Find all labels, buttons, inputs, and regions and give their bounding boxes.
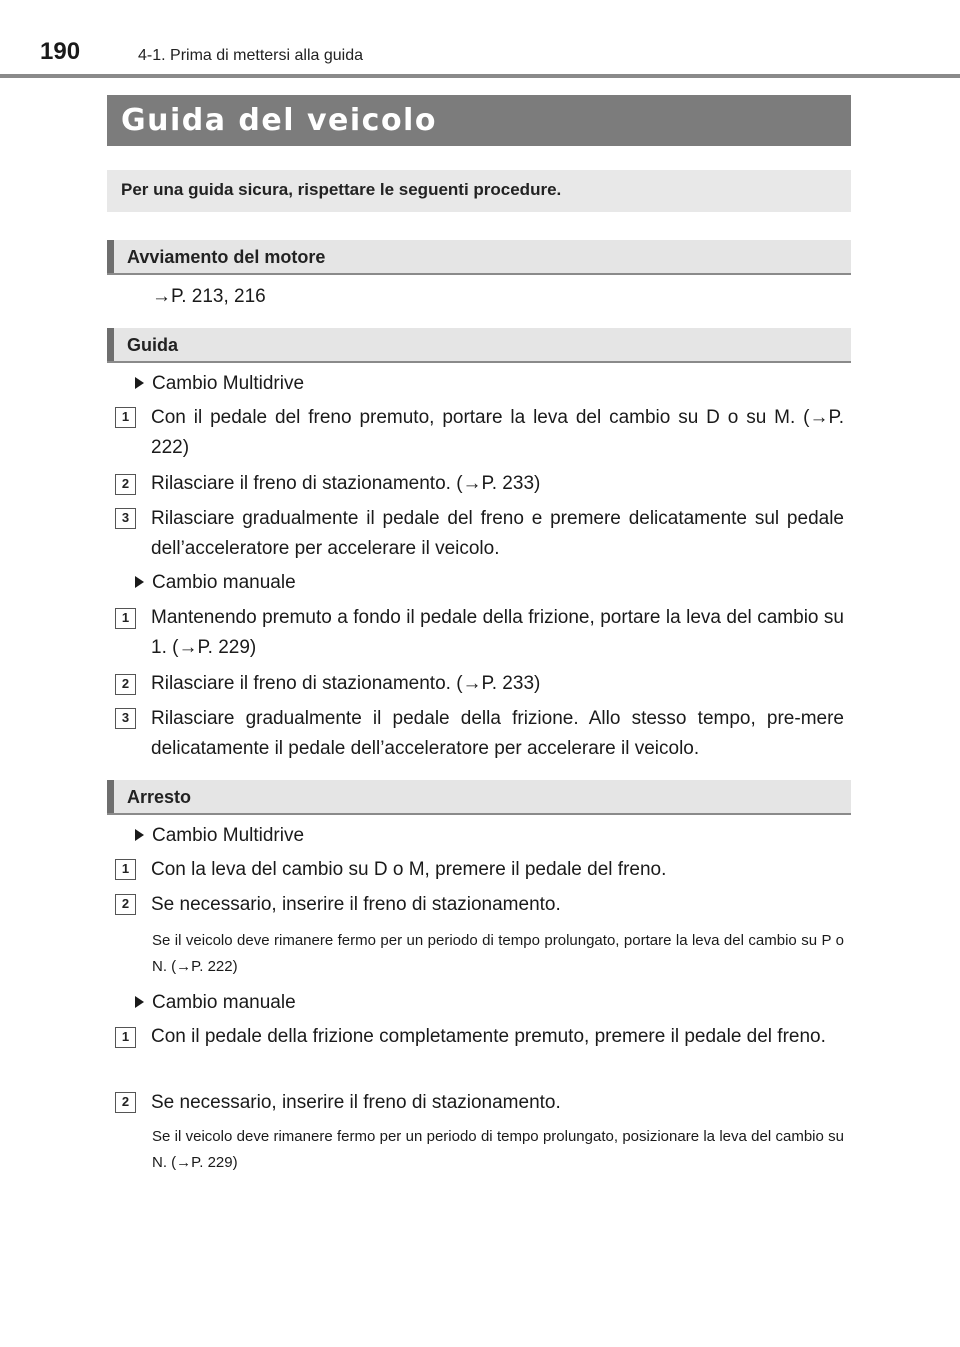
section-heading-guida <box>107 328 851 363</box>
subheading-manuale: Cambio manuale <box>152 572 296 593</box>
section-heading-label: Guida <box>127 335 179 355</box>
section-accent <box>107 780 114 813</box>
section-heading-arresto <box>107 780 851 815</box>
title-bar <box>107 95 851 146</box>
step-number: 2 <box>115 674 136 695</box>
triangle-bullet-icon <box>135 829 144 841</box>
running-head: 4-1. Prima di mettersi alla guida <box>138 47 363 64</box>
section-heading-avviamento <box>107 240 851 275</box>
step-text: Se necessario, inserire il freno di stazionamento. <box>151 894 561 915</box>
intro-text: Per una guida sicura, rispettare le seguenti procedure. <box>121 180 562 199</box>
step-text: Rilasciare gradualmente il pedale del freno e premere delicatamente sul pedale dell’acceleratore per accelerare il veicolo. <box>151 508 844 559</box>
step-text: Con il pedale della frizione completamente premuto, premere il pedale del freno. <box>151 1026 826 1047</box>
header-rule <box>0 74 960 78</box>
section-accent <box>107 240 114 273</box>
step-text: Con il pedale del freno premuto, portare la leva del cambio su D o su M. (→P. 222) <box>151 407 844 458</box>
step-number: 1 <box>115 859 136 880</box>
page-title: Guida del veicolo <box>121 103 437 138</box>
step-text: Rilasciare gradualmente il pedale della frizione. Allo stesso tempo, pre-mere delicatamente il pedale dell’acceleratore per accelerare il veicolo. <box>151 708 844 759</box>
page-header <box>0 0 960 80</box>
triangle-bullet-icon <box>135 377 144 389</box>
section-heading-label: Arresto <box>127 787 192 807</box>
step-text: Mantenendo premuto a fondo il pedale della frizione, portare la leva del cambio su 1. (→P. 229) <box>151 607 844 658</box>
step-number: 2 <box>115 1092 136 1113</box>
page-reference-link[interactable]: →P. 213, 216 <box>152 286 266 307</box>
page-number: 190 <box>40 38 81 65</box>
section-accent <box>107 328 114 361</box>
subheading-manuale: Cambio manuale <box>152 992 296 1013</box>
step-text: Rilasciare il freno di stazionamento. (→P. 233) <box>151 473 541 494</box>
note-text: Se il veicolo deve rimanere fermo per un periodo di tempo prolungato, posizionare la leva del cambio su N. (→P. 229) <box>152 1128 844 1171</box>
step-number: 3 <box>115 708 136 729</box>
step-text: Con la leva del cambio su D o M, premere il pedale del freno. <box>151 859 667 880</box>
subheading-multidrive: Cambio Multidrive <box>152 373 305 394</box>
step-number: 3 <box>115 508 136 529</box>
step-number: 1 <box>115 608 136 629</box>
triangle-bullet-icon <box>135 996 144 1008</box>
subheading-multidrive: Cambio Multidrive <box>152 825 305 846</box>
section-heading-label: Avviamento del motore <box>127 247 326 267</box>
step-text: Se necessario, inserire il freno di stazionamento. <box>151 1092 561 1113</box>
step-number: 2 <box>115 894 136 915</box>
step-number: 2 <box>115 474 136 495</box>
intro-box <box>107 170 851 212</box>
step-text: Rilasciare il freno di stazionamento. (→P. 233) <box>151 673 541 694</box>
triangle-bullet-icon <box>135 576 144 588</box>
note-text: Se il veicolo deve rimanere fermo per un periodo di tempo prolungato, portare la leva del cambio su P o N. (→P. 222) <box>152 932 844 975</box>
step-number: 1 <box>115 1027 136 1048</box>
step-number: 1 <box>115 407 136 428</box>
